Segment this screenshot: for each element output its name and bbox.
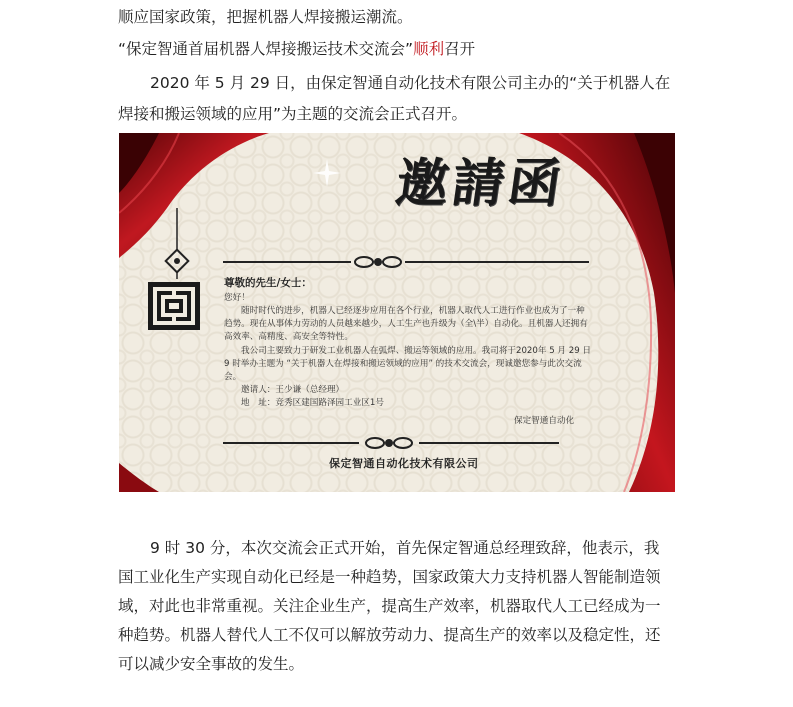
invitation-title: 邀請函 xyxy=(392,153,569,214)
invitation-company: 保定智通自动化技术有限公司 xyxy=(329,457,479,470)
body-line-1: 9 时 30 分，本次交流会正式开始，首先保定智通总经理致辞，他表示，我 xyxy=(150,539,660,557)
article-headline xyxy=(118,38,475,60)
invitation-greeting: 您好！ xyxy=(224,293,250,303)
body-line-5: 可以减少安全事故的发生。 xyxy=(118,655,305,673)
sparkle-icon xyxy=(313,159,341,187)
invitation-p2-line3: 会。 xyxy=(224,372,242,382)
invitation-p2-line2: 9 时举办主题为 “关于机器人在焊接和搬运领域的应用” 的技术交流会，现诚邀您参与此次交流 xyxy=(224,359,582,369)
invitation-salutation: 尊敬的先生/女士： xyxy=(224,277,312,289)
invitation-address: 地 址：竞秀区建国路泽园工业区1号 xyxy=(241,398,384,408)
invitation-p2-line1: 我公司主要致力于研发工业机器人在弧焊、搬运等领域的应用。我司将于2020年 5 月 29 日 xyxy=(241,346,591,356)
divider-ornament-top xyxy=(355,257,401,267)
body-line-3: 域，对此也非常重视。关注企业生产，提高生产效率，机器取代人工已经成为一 xyxy=(118,597,661,615)
invitation-p1-line1: 随时时代的进步，机器人已经逐步应用在各个行业，机器人取代人工进行作业也成为了一种 xyxy=(241,306,585,316)
headline-pre: “保定智通首届机器人焊接搬运技术交流会” xyxy=(118,40,414,58)
article-intro-1: 2020 年 5 月 29 日，由保定智通自动化技术有限公司主办的“关于机器人在 xyxy=(150,74,671,92)
headline-post: 召开 xyxy=(444,40,476,58)
invitation-p1-line3: 高效率、高精度、高安全等特性。 xyxy=(224,332,353,342)
invitation-signature: 保定智通自动化 xyxy=(514,416,575,426)
invitation-p1-line2: 趋势。现在从事体力劳动的人员越来越少，人工生产也升级为（全\半）自动化。且机器人还拥有 xyxy=(224,319,588,329)
headline-red: 顺利 xyxy=(413,40,445,58)
meander-seal-icon xyxy=(148,282,200,330)
article-intro-2: 焊接和搬运领域的应用”为主题的交流会正式召开。 xyxy=(118,105,468,123)
article-body xyxy=(118,534,678,679)
invitation-image xyxy=(119,133,675,492)
body-line-4: 种趋势。机器人替代人工不仅可以解放劳动力、提高生产的效率以及稳定性，还 xyxy=(118,626,661,644)
divider-ornament-bottom xyxy=(366,438,412,448)
invitation-inviter: 邀请人：王少谦（总经理） xyxy=(241,385,345,395)
article-line-1: 顺应国家政策，把握机器人焊接搬运潮流。 xyxy=(118,8,413,26)
bottom-curtain xyxy=(119,463,159,492)
body-line-2: 国工业化生产实现自动化已经是一种趋势，国家政策大力支持机器人智能制造领 xyxy=(118,568,661,586)
chinese-knot-icon xyxy=(166,208,189,279)
